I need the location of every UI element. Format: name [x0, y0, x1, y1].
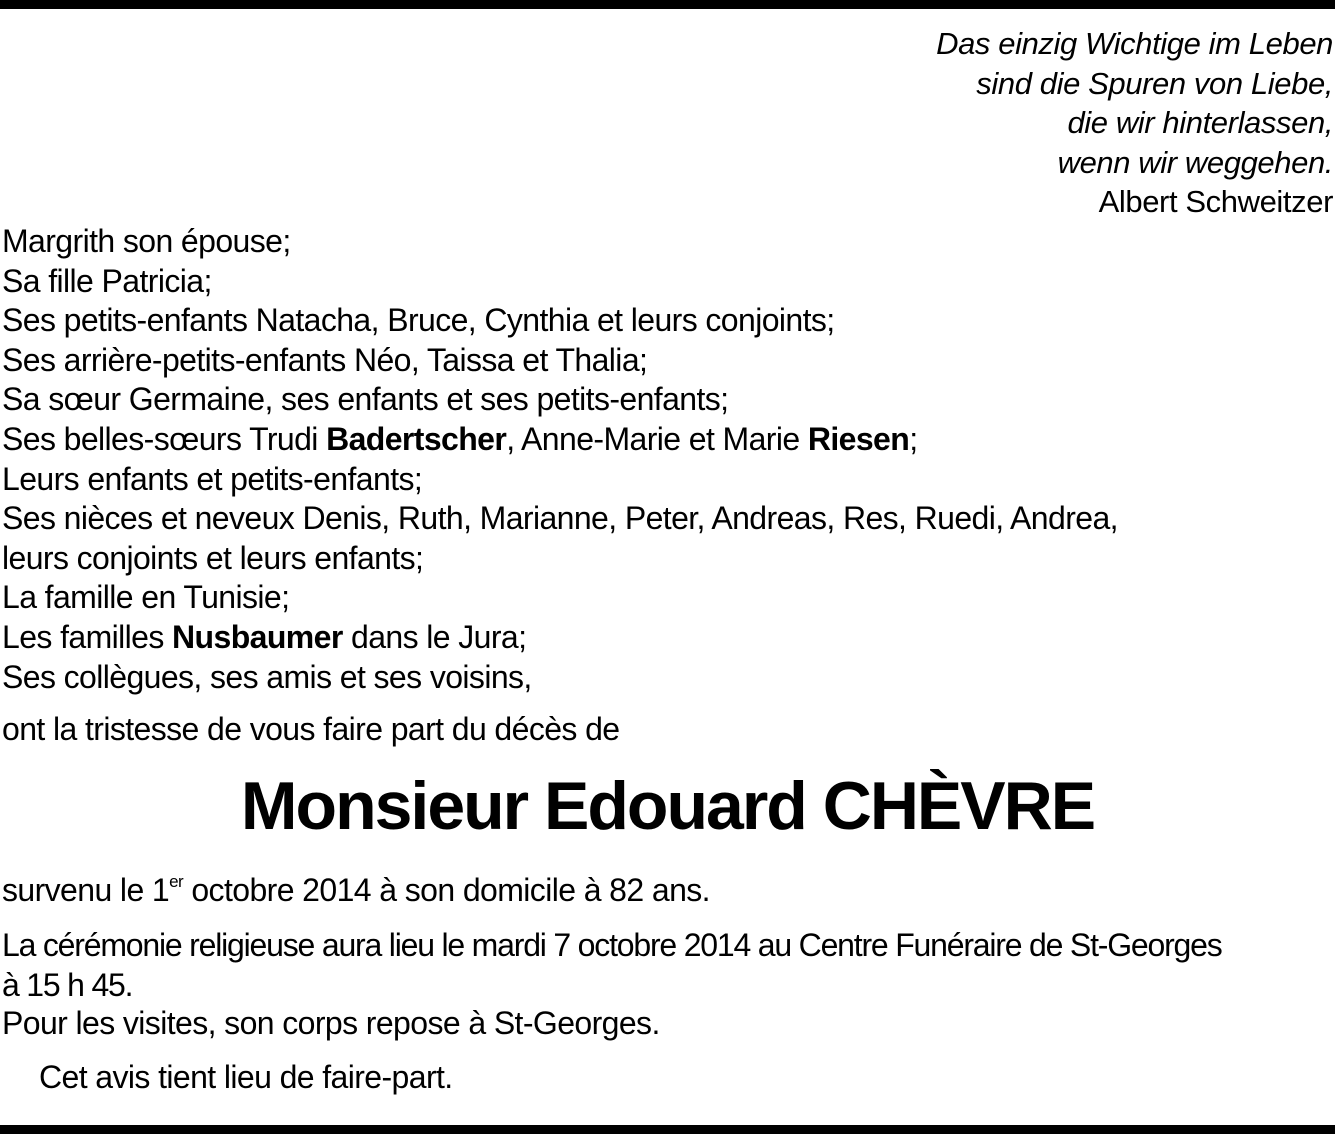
sisters-in-law-prefix: Ses belles-sœurs Trudi — [2, 420, 327, 457]
surname-badertscher: Badertscher — [326, 420, 507, 457]
family-line-tunisia: La famille en Tunisie; — [2, 579, 290, 616]
deceased-name: Monsieur Edouard CHÈVRE — [240, 768, 1095, 844]
bottom-border-rule — [0, 1125, 1335, 1134]
quote-line-4: wenn wir weggehen. — [1057, 144, 1333, 180]
quote-author: Albert Schweitzer — [1098, 184, 1333, 219]
notice-note: Cet avis tient lieu de faire-part. — [39, 1059, 453, 1095]
family-line-daughter: Sa fille Patricia; — [2, 262, 212, 299]
nusbaumer-suffix: dans le Jura; — [342, 618, 527, 655]
surname-nusbaumer: Nusbaumer — [172, 618, 343, 655]
epigraph-quote — [936, 24, 1333, 222]
family-line-their-children: Leurs enfants et petits-enfants; — [2, 460, 423, 497]
quote-line-3: die wir hinterlassen, — [1067, 105, 1333, 140]
death-details — [2, 870, 710, 910]
top-border-rule — [0, 0, 1335, 9]
family-line-colleagues: Ses collègues, ses amis et ses voisins, — [2, 658, 532, 695]
visits-info: Pour les visites, son corps repose à St-Georges. — [2, 1005, 660, 1041]
announcement-text: ont la tristesse de vous faire part du décès de — [2, 711, 620, 747]
ceremony-line-1: La cérémonie religieuse aura lieu le mardi 7 octobre 2014 au Centre Funéraire de St-Georges — [2, 927, 1222, 963]
quote-line-1: Das einzig Wichtige im Leben — [936, 26, 1333, 61]
sisters-in-law-end: ; — [909, 420, 918, 457]
ceremony-details — [2, 925, 1222, 1005]
family-line-nusbaumer — [2, 618, 1118, 658]
death-text-pre: survenu le 1 — [2, 872, 170, 908]
quote-line-2: sind die Spuren von Liebe, — [976, 65, 1333, 101]
family-line-nieces-nephews: Ses nièces et neveux Denis, Ruth, Marianne, Peter, Andreas, Res, Ruedi, Andrea, — [2, 500, 1118, 537]
death-ordinal-suffix: er — [169, 872, 184, 891]
family-line-sister: Sa sœur Germaine, ses enfants et ses petits-enfants; — [2, 381, 729, 418]
family-line-nieces-nephews-spouses: leurs conjoints et leurs enfants; — [2, 539, 424, 576]
family-line-grandchildren: Ses petits-enfants Natacha, Bruce, Cynthia et leurs conjoints; — [2, 302, 835, 339]
surname-riesen: Riesen — [807, 420, 910, 457]
family-line-spouse: Margrith son épouse; — [2, 223, 291, 259]
nusbaumer-prefix: Les familles — [2, 618, 173, 655]
death-text-post: octobre 2014 à son domicile à 82 ans. — [183, 872, 710, 908]
ceremony-line-2: à 15 h 45. — [2, 967, 133, 1003]
family-line-great-grandchildren: Ses arrière-petits-enfants Néo, Taissa et Thalia; — [2, 341, 648, 378]
sisters-in-law-middle: , Anne-Marie et Marie — [506, 420, 808, 457]
family-line-sisters-in-law — [2, 420, 1118, 460]
family-list — [2, 222, 1118, 697]
